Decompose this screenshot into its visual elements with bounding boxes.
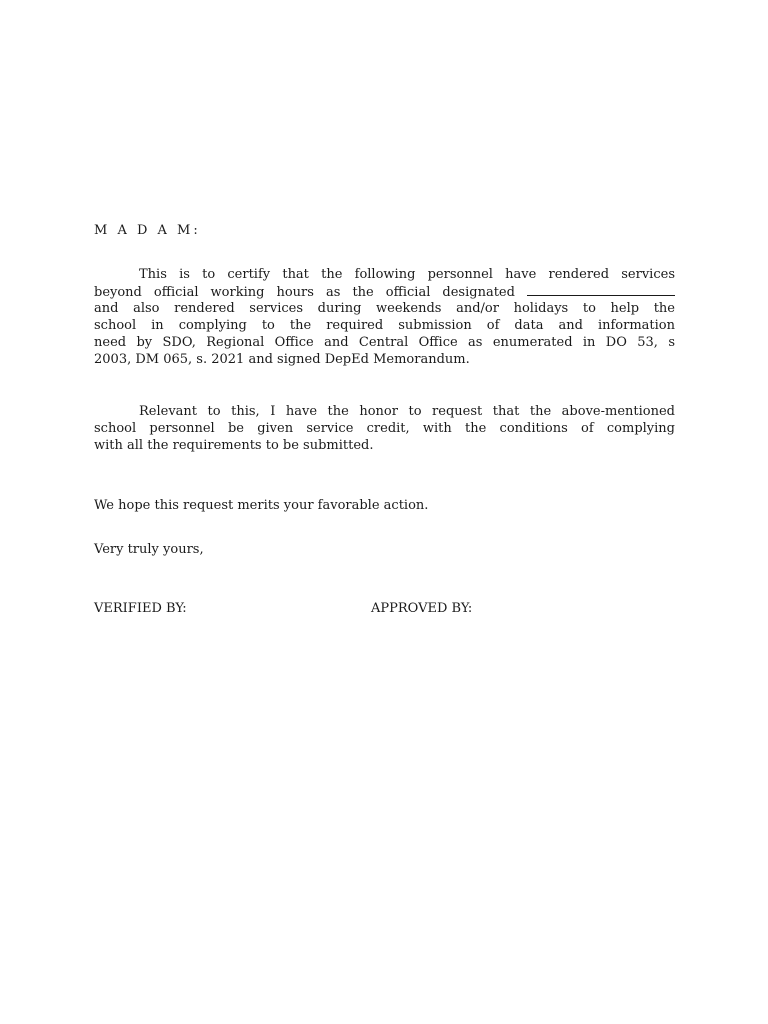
paragraph-line: beyond official working hours as the official designated: [94, 285, 515, 300]
paragraph-line: This is to certify that the following personnel have rendered services: [139, 267, 675, 282]
designation-blank[interactable]: [527, 283, 675, 296]
certification-paragraph: [94, 266, 675, 368]
paragraph-line-with-blank: [94, 283, 675, 300]
complimentary-close: Very truly yours,: [94, 542, 204, 557]
paragraph-line: and also rendered services during weekends and/or holidays to help the: [94, 301, 675, 316]
paragraph-line: 2003, DM 065, s. 2021 and signed DepEd Memorandum.: [94, 352, 470, 367]
paragraph-line: school personnel be given service credit, with the conditions of complying: [94, 421, 675, 436]
closing-statement: We hope this request merits your favorable action.: [94, 498, 429, 513]
verified-by-label: VERIFIED BY:: [94, 601, 187, 616]
paragraph-line: school in complying to the required submission of data and information: [94, 318, 675, 333]
salutation: M A D A M:: [94, 223, 201, 238]
paragraph-line: with all the requirements to be submitted.: [94, 438, 374, 453]
paragraph-line: Relevant to this, I have the honor to request that the above-mentioned: [139, 404, 675, 419]
request-paragraph: [94, 403, 675, 454]
paragraph-line: need by SDO, Regional Office and Central Office as enumerated in DO 53, s: [94, 335, 675, 350]
approved-by-label: APPROVED BY:: [371, 601, 473, 616]
